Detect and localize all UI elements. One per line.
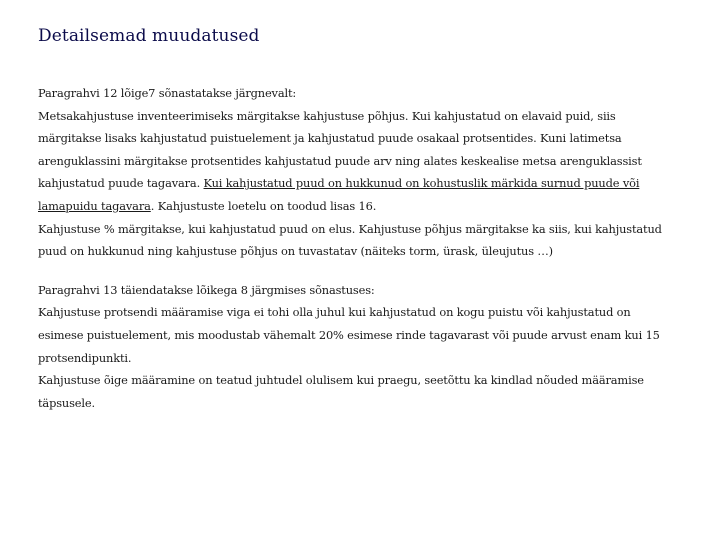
section1-paragraph-1-text-b: . Kahjustuste loetelu on toodud lisas 16. [150, 198, 377, 213]
section2-intro: Paragrahvi 13 täiendatakse lõikega 8 järgmises sõnastuses: [38, 282, 375, 297]
page-title: Detailsemad muudatused [38, 26, 260, 46]
section2-paragraph-1: Kahjustuse protsendi määramise viga ei tohi olla juhul kui kahjustatud on kogu puistu või kahjustatud on esimese puistuelement, mis moodustab vähemalt 20% esimese rinde tagavarast või puude arvust enam kui 15 protsendipunkti. [38, 305, 660, 365]
document-body [38, 82, 678, 414]
section1-paragraph-1-text-a: Metsakahjustuse inventeerimiseks märgitakse kahjustuse põhjus. Kui kahjustatud on elavaid puid, siis märgitakse lisaks kahjustatud puistuelement ja kahjustatud puude osakaal protsentides. Kuni latimetsa arenguklassini märgitakse protsentides kahjustatud puude arv ning alates keskealise metsa arenguklassist kahjustatud puude tagavara. [38, 108, 642, 191]
section1-paragraph-2: Kahjustuse % märgitakse, kui kahjustatud puud on elus. Kahjustuse põhjus märgitakse ka siis, kui kahjustatud puud on hukkunud ning kahjustuse põhjus on tuvastatav (näiteks torm, ürask, üleujutus …) [38, 221, 662, 259]
section1-intro: Paragrahvi 12 lõige7 sõnastatakse järgnevalt: [38, 86, 297, 100]
section1-paragraph-1-underlined: Kui kahjustatud puud on hukkunud on kohustuslik märkida surnud puude või lamapuidu tagavara [38, 176, 640, 213]
section1-paragraph-1 [38, 105, 678, 218]
section2-paragraph-2: Kahjustuse õige määramine on teatud juhtudel olulisem kui praegu, seetõttu ka kindlad nõuded määramise täpsusele. [38, 373, 644, 410]
